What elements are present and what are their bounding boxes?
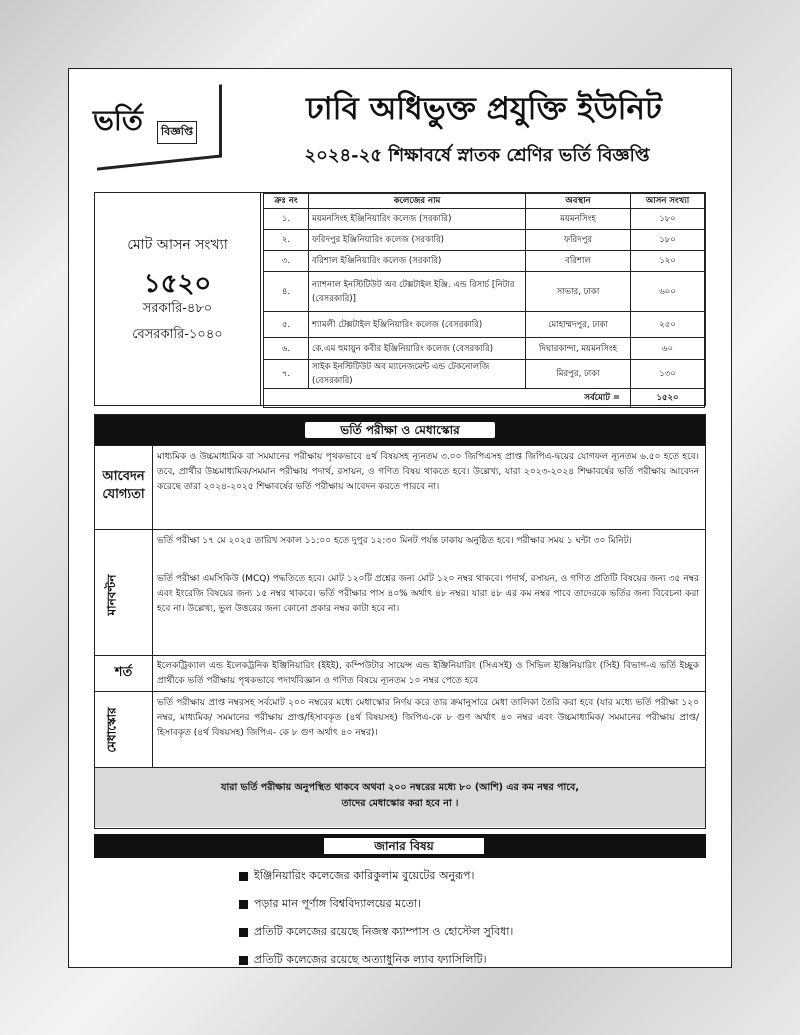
marks-row <box>95 529 705 656</box>
government-seats: সরকারি-৪৮০ <box>142 301 213 316</box>
cell-location: দিঘারকান্দা, ময়মনসিংহ <box>526 338 631 360</box>
header-location: অবস্থান <box>526 194 631 209</box>
exam-section-bar <box>95 415 705 445</box>
cell-college-name: ফরিদপুর ইঞ্জিনিয়ারিং কলেজ (সরকারি) <box>309 230 526 251</box>
cell-seats: ১৩০ <box>631 360 705 389</box>
cell-location: বরিশাল <box>526 251 631 272</box>
cell-serial: ১. <box>264 209 309 230</box>
cell-serial: ৫. <box>264 312 309 338</box>
table-row <box>264 209 705 230</box>
note-line-1: যারা ভর্তি পরীক্ষায় অনুপস্থিত থাকবে অথবা ২০০ নম্বরের মধ্যে ৮০ (আশি) এর কম নম্বর পাবে, <box>221 782 579 793</box>
merit-text: ভর্তি পরীক্ষায় প্রাপ্ত নম্বরসহ সর্বমোট ২০০ নম্বরের মধ্যে মেধাস্কোর নির্ণয় করে তার ক্রমানুসারে মেধা তালিকা তৈরি করা হবে (যার মধ্যে ভর্তি পরীক্ষা ১২০ নম্বর, মাধ্যমিক/ সমমানের পরীক্ষায় প্রাপ্ত/হিসাবকৃত (৪র্থ বিষয়সহ) জিপিএ-কে ৮ গুণ অর্থাৎ ৪০ নম্বর এবং উচ্চমাধ্যমিক/ সমমানের পরীক্ষায় প্রাপ্ত/হিসাবকৃত (৪র্থ বিষয়সহ) জিপিএ- কে ৮ গুণ অর্থাৎ ৪০ নম্বর)। <box>157 698 699 738</box>
list-item-text: প্রতিটি কলেজের রয়েছে অত্যাধুনিক ল্যাব ফ্যাসিলিটি। <box>254 953 487 966</box>
header-college-name: কলেজের নাম <box>309 194 526 209</box>
admission-notice <box>68 68 732 968</box>
cell-location: ফরিদপুর <box>526 230 631 251</box>
table-row <box>264 251 705 272</box>
condition-text: ইলেকট্রিক্যাল এন্ড ইলেকট্রনিক ইঞ্জিনিয়ারিং (ইইই), কম্পিউটার সায়েন্স এন্ড ইঞ্জিনিয়ারিং (সিএসই) ও সিভিল ইঞ্জিনিয়ারিং (সিই) বিভাগ-এ ভর্তি ইচ্ছুক প্রার্থীকে ভর্তি পরীক্ষায় পৃথকভাবে পদার্থবিজ্ঞান ও গণিত বিষয়ে ন্যূনতম ১০ নম্বর পেতে হবে <box>157 661 699 686</box>
college-table <box>263 193 705 408</box>
table-header-row <box>264 194 705 209</box>
eligibility-side <box>95 446 153 530</box>
cell-college-name: কে.এম হুমায়ুন কবীর ইঞ্জিনিয়ারিং কলেজ (বেসরকারি) <box>309 338 526 360</box>
bullet-square-icon <box>239 872 248 881</box>
cell-serial: ৬. <box>264 338 309 360</box>
bullet-square-icon <box>239 900 248 909</box>
bullet-square-icon <box>239 928 248 937</box>
list-item <box>239 890 639 918</box>
badge-sub-text: বিজ্ঞপ্তি <box>157 121 197 144</box>
total-label: সর্বমোট = <box>264 389 631 408</box>
cell-serial: ২. <box>264 230 309 251</box>
seats-section <box>94 192 706 406</box>
note-line-2: তাদের মেধাস্কোর করা হবে না । <box>341 798 459 809</box>
know-section-bar <box>94 834 706 858</box>
badge-main-text: ভর্তি <box>93 104 143 137</box>
cell-serial: ৭. <box>264 360 309 389</box>
header-seats: আসন সংখ্যা <box>631 194 705 209</box>
cell-seats: ১২০ <box>631 251 705 272</box>
cell-location: মোহাম্মদপুর, ঢাকা <box>526 312 631 338</box>
table-row <box>264 360 705 389</box>
cell-serial: ৪. <box>264 272 309 312</box>
merit-row <box>95 691 705 768</box>
table-row <box>264 312 705 338</box>
total-seats-box <box>95 193 261 405</box>
eligibility-row <box>95 445 705 530</box>
condition-side <box>95 656 153 692</box>
exam-section <box>94 414 706 829</box>
merit-side <box>95 692 153 768</box>
condition-row <box>95 655 705 692</box>
page-title: ঢাবি অধিভুক্ত প্রযুক্তি ইউনিট <box>306 91 662 127</box>
cell-location: সাভার, ঢাকা <box>526 272 631 312</box>
table-row <box>264 230 705 251</box>
eligibility-label: আবেদন যোগ্যতা <box>102 469 145 502</box>
know-list <box>239 862 639 974</box>
condition-label: শর্ত <box>114 665 133 680</box>
eligibility-text: মাধ্যমিক ও উচ্চমাধ্যমিক বা সমমানের পরীক্ষায় পৃথকভাবে ৪র্থ বিষয়সহ ন্যূনতম ৩.০০ জিপিএসহ প্রাপ্ত জিপিএ-দ্বয়ের যোগফল ন্যূনতম ৬.৫০ হতে হবে। তবে, প্রার্থীর উচ্চমাধ্যমিক/সমমান পরীক্ষায় পদার্থ, রসায়ন, ও গণিত বিষয় থাকতে হবে। উল্লেখ্য, যারা ২০২৩-২০২৪ শিক্ষাবর্ষের ভর্তি পরীক্ষায় আবেদন করেছে তারা ২০২৪-২০২৫ শিক্ষাবর্ষের ভর্তি পরীক্ষায় আবেদন করতে পারবে না। <box>157 452 699 492</box>
cell-college-name: ময়মনসিংহ ইঞ্জিনিয়ারিং কলেজ (সরকারি) <box>309 209 526 230</box>
cell-seats: ২৫০ <box>631 312 705 338</box>
list-item-text: প্রতিটি কলেজের রয়েছে নিজস্ব ক্যাম্পাস ও হোস্টেল সুবিধা। <box>254 925 514 938</box>
page-subtitle: ২০২৪-২৫ শিক্ষাবর্ষে স্নাতক শ্রেণির ভর্তি বিজ্ঞপ্তি <box>304 145 650 166</box>
table-total-row <box>264 389 705 408</box>
cell-college-name: সাইক ইনস্টিটিউট অব ম্যানেজমেন্ট এন্ড টেকনোলজি (বেসরকারি) <box>309 360 526 389</box>
table-row <box>264 272 705 312</box>
cell-college-name: ন্যাশনাল ইনস্টিটিউট অব টেক্সটাইল ইঞ্জি. এন্ড রিসার্চ [নিটার (বেসরকারি)] <box>309 272 526 312</box>
list-item <box>239 862 639 890</box>
cell-seats: ১৮০ <box>631 209 705 230</box>
marks-text-1: ভর্তি পরীক্ষা ১৭ মে ২০২৫ তারিখ সকাল ১১:০০ হতে দুপুর ১২:৩০ মিনট পর্যন্ত ঢাকায় অনুষ্ঠিত হবে। পরীক্ষার সময় ১ ঘন্টা ৩০ মিনিট। <box>157 536 632 546</box>
list-item-text: পড়ার মান পূর্ণাঙ্গ বিশ্ববিদ্যালয়ের মতো। <box>254 897 422 910</box>
private-seats: বেসরকারি-১০৪০ <box>132 327 223 342</box>
marks-text-2: ভর্তি পরীক্ষা এমসিকিউ (MCQ) পদ্ধতিতে হবে। মোট ১২০টি প্রশ্নের জন্য মোট ১২০ নম্বর থাকবে। পদার্থ, রসায়ন, ও গণিত প্রতিটি বিষয়ের জন্য ৩৫ নম্বর এবং ইংরেজি বিষয়ের জন্য ১৫ নম্বর থাকবে। ভর্তি পরীক্ষার পাস ৪০% অর্থাৎ ৪৮ নম্বর। যারা ৪৮ এর কম নম্বর পাবে তাদেরকে ভর্তির জন্য বিবেচনা করা হবে না। উল্লেখ্য, ভুল উত্তরের জন্য কোনো প্রকার নম্বর কাটা হবে না। <box>157 574 699 614</box>
header-serial: ক্রঃ নং <box>264 194 309 209</box>
list-item <box>239 946 639 974</box>
cell-seats: ৬০০ <box>631 272 705 312</box>
know-section-title: জানার বিষয় <box>324 838 484 854</box>
cell-seats: ৬০ <box>631 338 705 360</box>
merit-note <box>95 767 705 827</box>
cell-location: ময়মনসিংহ <box>526 209 631 230</box>
cell-seats: ১৮০ <box>631 230 705 251</box>
bullet-square-icon <box>239 956 248 965</box>
list-item-text: ইঞ্জিনিয়ারিং কলেজের কারিকুলাম বুয়েটের অনুরূপ। <box>254 869 475 882</box>
cell-college-name: শ্যামলী টেক্সটাইল ইঞ্জিনিয়ারিং কলেজ (বেসরকারি) <box>309 312 526 338</box>
cell-serial: ৩. <box>264 251 309 272</box>
exam-section-title: ভর্তি পরীক্ষা ও মেধাস্কোর <box>305 422 495 438</box>
list-item <box>239 918 639 946</box>
marks-side <box>95 530 153 656</box>
total-seats-value: ১৫২০ <box>143 269 212 299</box>
merit-label: মেধাস্কোর <box>104 707 119 753</box>
total-value: ১৫২০ <box>631 389 705 408</box>
total-seats-label: মোট আসন সংখ্যা <box>127 237 228 253</box>
marks-label: মানবণ্টন <box>104 574 119 616</box>
cell-location: মিরপুর, ঢাকা <box>526 360 631 389</box>
cell-college-name: বরিশাল ইঞ্জিনিয়ারিং কলেজ (সরকারি) <box>309 251 526 272</box>
table-row <box>264 338 705 360</box>
